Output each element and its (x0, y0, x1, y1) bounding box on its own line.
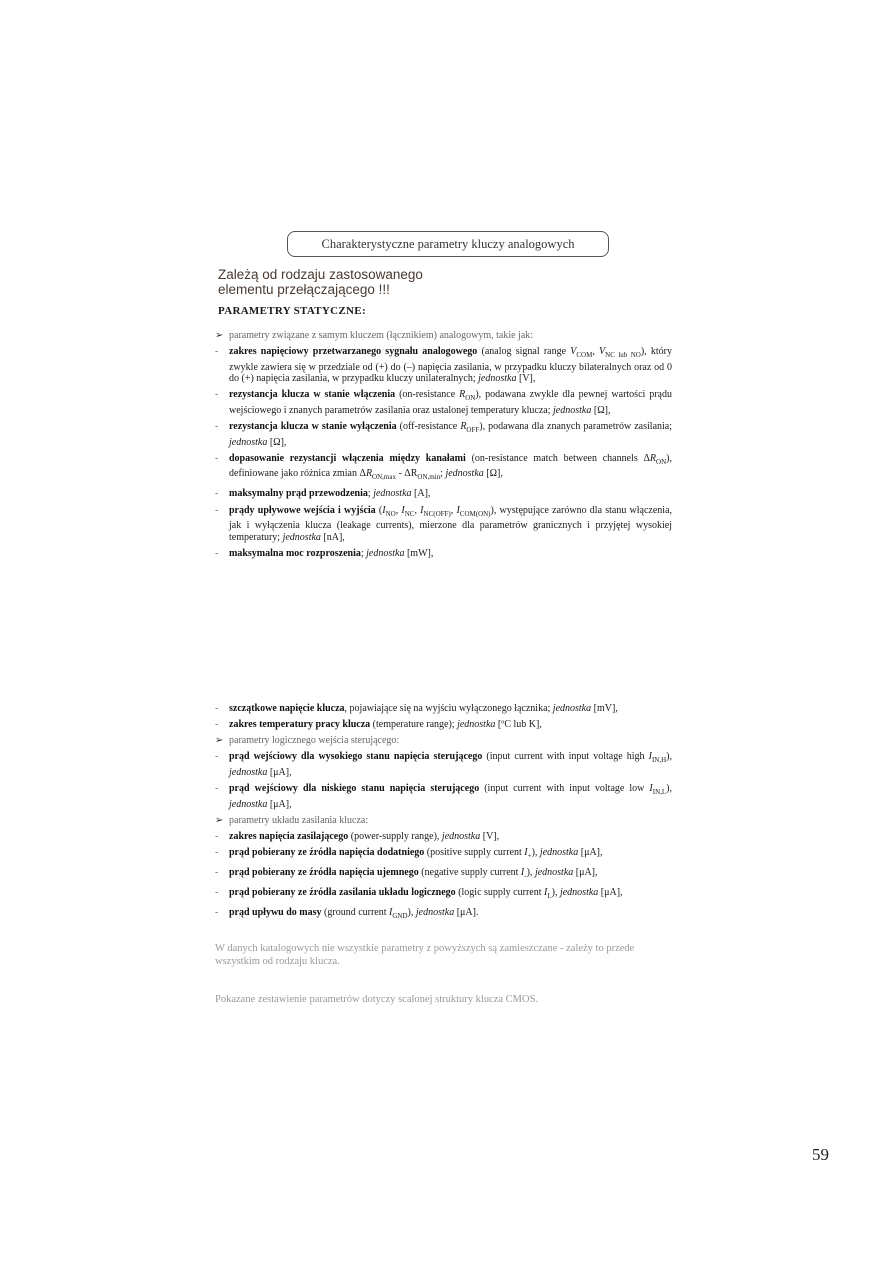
text: [μA]. (454, 907, 479, 919)
text: ), (407, 907, 416, 919)
text: jednostka (553, 404, 592, 416)
term: prąd pobierany ze źródła napięcia ujemnego (229, 866, 419, 878)
text: jednostka (229, 766, 268, 778)
text: R (459, 389, 466, 401)
text: ; (360, 547, 367, 559)
text: (on-resistance (395, 389, 460, 401)
text: jednostka (478, 373, 517, 385)
text: V (599, 346, 606, 358)
text: (input current with input voltage low (479, 782, 650, 794)
text: ), (551, 887, 560, 899)
text: parametry związane z samym kluczem (łącznikiem) analogowym, takie jak: (229, 330, 534, 341)
text: (power-supply range), (348, 830, 442, 842)
text: [A], (411, 488, 431, 500)
text: ; (440, 468, 446, 480)
text: jednostka (229, 436, 268, 448)
text: ), (666, 782, 672, 794)
text: I (520, 866, 525, 878)
text: , (450, 504, 457, 516)
term: rezystancja klucza w stanie wyłączenia (229, 421, 397, 433)
dash-bullet: - (215, 866, 219, 878)
list-item (215, 505, 672, 544)
term: prąd wejściowy dla wysokiego stanu napięcia sterującego (229, 751, 483, 763)
subscript: IN,L (652, 787, 667, 796)
dash-bullet: - (215, 830, 219, 842)
dash-bullet: - (215, 452, 219, 464)
arrow-bullet-icon: ➢ (215, 330, 224, 341)
term: prąd upływu do masy (229, 907, 322, 919)
text: jednostka (415, 907, 455, 919)
text: (logic supply current (455, 887, 544, 899)
dash-bullet: - (215, 782, 219, 794)
text: [V], (480, 830, 500, 842)
term: prądy upływowe wejścia i wyjścia (229, 504, 376, 516)
text: ), (531, 846, 540, 858)
subscript: L (547, 892, 552, 901)
text: ), podawana dla znanych parametrów zasilania; (479, 421, 672, 433)
term: zakres napięciowy przetwarzanego sygnału analogowego (229, 346, 478, 358)
dash-bullet: - (215, 389, 219, 401)
list-item (215, 389, 672, 416)
text: (ground current (321, 907, 390, 919)
term: rezystancja klucza w stanie włączenia (229, 389, 396, 401)
text: - ΔR (395, 468, 418, 480)
text: (on-resistance match between channels Δ (465, 452, 650, 464)
list-item (215, 887, 672, 903)
text: ), występujące zarówno dla stanu włączenia, jak i wyłączenia klucza (leakage currents), mierzone dla parametrów granicznych i przyjętej wysokiej temperatury; (229, 504, 673, 543)
text: [mV], (591, 703, 618, 714)
text: , (592, 346, 600, 358)
text: jednostka (366, 547, 405, 559)
term: maksymalna moc rozproszenia (229, 547, 361, 559)
text: V (570, 346, 577, 358)
list-item (215, 703, 672, 715)
dash-bullet: - (215, 346, 219, 358)
list-item (215, 548, 672, 560)
text: (input current with input voltage high (482, 751, 649, 763)
dash-bullet: - (215, 719, 219, 731)
text: ), który zwykle zawiera się w przedziale od (+) do (–) napięcia zasilania, w przypadku kluczy bilateralnych oraz od 0 do (+) napięcia zasilania, w przypadku kluczy unilateralnych; (229, 346, 672, 385)
text: [μA], (573, 866, 598, 878)
arrow-bullet-icon: ➢ (215, 735, 224, 747)
text: [μA], (267, 766, 292, 778)
text: jednostka (534, 866, 574, 878)
text: ), (526, 866, 535, 878)
subscript: NC (404, 509, 415, 518)
arrow-bullet-icon: ➢ (215, 814, 224, 826)
dash-bullet: - (215, 907, 219, 919)
subscript: ON,min (417, 473, 441, 482)
text: (negative supply current (418, 866, 521, 878)
subscript: NC(OFF) (423, 509, 451, 518)
dash-bullet: - (215, 488, 219, 500)
parameters-list-continued (215, 703, 672, 927)
callout-heading (218, 267, 423, 297)
text: ), podawana zwykle dla pewnej wartości prądu wejściowego i znanych parametrów zasilania oraz ustalonej temperatury klucza; (229, 389, 672, 416)
list-item (215, 907, 672, 923)
text: [Ω], (483, 468, 503, 480)
text: jednostka (539, 846, 579, 858)
term: zakres napięcia zasilającego (229, 830, 349, 842)
text: jednostka (441, 830, 481, 842)
note-catalog: W danych katalogowych nie wszystkie parametry z powyższych są zamieszczane - zależy to przede wszystkim od rodzaju klucza. (215, 943, 635, 967)
text: [V], (516, 373, 536, 385)
subscript: - (524, 871, 527, 880)
term: prąd pobierany ze źródła zasilania układu logicznego (229, 887, 456, 899)
text: , (395, 504, 402, 516)
text: I (544, 887, 548, 899)
text: I (420, 504, 424, 516)
subscript: + (527, 851, 532, 860)
section-heading: PARAMETRY STATYCZNE: (218, 305, 366, 317)
list-item (215, 751, 672, 778)
text: [ºC lub K], (495, 719, 542, 731)
term: zakres temperatury pracy klucza (229, 719, 371, 731)
text: I (648, 751, 652, 763)
text: ; (367, 488, 374, 500)
list-item (215, 783, 672, 810)
text: parametry logicznego wejścia sterującego: (229, 735, 400, 747)
list-item (215, 831, 672, 843)
list-group-heading (215, 735, 672, 747)
text: jednostka (552, 703, 592, 714)
note-cmos: Pokazane zestawienie parametrów dotyczy scalonej struktury klucza CMOS. (215, 994, 539, 1005)
static-parameters-list (215, 327, 672, 564)
subscript: IN,H (651, 756, 667, 765)
dash-bullet: - (215, 846, 219, 858)
text: (off-resistance (396, 421, 461, 433)
subscript: ON (656, 457, 667, 466)
subscript: COM (576, 351, 593, 360)
text: ( (375, 504, 383, 516)
page-number: 59 (812, 1145, 829, 1164)
callout-line-2: elementu przełączającego !!! (218, 282, 390, 297)
subscript: NO (385, 509, 396, 518)
text: [Ω], (591, 404, 611, 416)
text: [mW], (404, 547, 434, 559)
text: ), (666, 751, 673, 763)
text: [μA], (267, 798, 292, 810)
term: prąd wejściowy dla niskiego stanu napięcia sterującego (229, 782, 480, 794)
list-item (215, 847, 672, 863)
text: (temperature range); (370, 719, 458, 731)
term: dopasowanie rezystancji włączenia między kanałami (229, 452, 466, 464)
text: (analog signal range (477, 346, 571, 358)
text: jednostka (457, 719, 496, 731)
callout-line-1: Zależą od rodzaju zastosowanego (218, 267, 423, 282)
subscript: GND (392, 912, 408, 921)
list-item (215, 867, 672, 883)
subscript: COM(ON) (459, 509, 491, 518)
text: , pojawiające się na wyjściu wyłączonego łącznika; (344, 703, 553, 714)
text: [nA], (320, 531, 345, 543)
text: [μA], (578, 846, 603, 858)
subscript: ON (465, 394, 476, 403)
list-item (215, 421, 672, 448)
list-group-heading (215, 815, 672, 827)
list-item (215, 488, 672, 500)
text: jednostka (559, 887, 599, 899)
dash-bullet: - (215, 887, 219, 899)
dash-bullet: - (215, 504, 219, 516)
dash-bullet: - (215, 703, 219, 714)
subscript: ON,max (372, 473, 396, 482)
section-title-box (287, 231, 609, 257)
text: jednostka (373, 488, 412, 500)
text: I (401, 504, 405, 516)
dash-bullet: - (215, 547, 219, 559)
term: maksymalny prąd przewodzenia (229, 488, 368, 500)
text: I (524, 846, 528, 858)
text: (positive supply current (424, 846, 525, 858)
list-item (215, 719, 672, 731)
text: , (414, 504, 421, 516)
text: parametry układu zasilania klucza: (229, 814, 369, 826)
list-item (215, 346, 672, 385)
subscript: OFF (466, 426, 480, 435)
text: R (649, 452, 657, 464)
list-group-heading (215, 330, 672, 342)
text: jednostka (445, 468, 484, 480)
text: I (649, 782, 653, 794)
text: ), definiowane jako różnica zmian Δ (229, 452, 672, 480)
term: prąd pobierany ze źródła napięcia dodatniego (229, 846, 425, 858)
text: I (389, 907, 393, 919)
list-item (215, 453, 672, 484)
text: I (456, 504, 460, 516)
dash-bullet: - (215, 421, 219, 433)
text: R (460, 421, 467, 433)
dash-bullet: - (215, 751, 219, 763)
text: jednostka (229, 798, 268, 810)
text: [Ω], (267, 436, 287, 448)
text: R (365, 468, 373, 480)
subscript: NC lub NO (605, 351, 641, 360)
text: I (382, 504, 386, 516)
text: jednostka (282, 531, 321, 543)
section-title: Charakterystyczne parametry kluczy analogowych (321, 237, 575, 251)
term: szczątkowe napięcie klucza (229, 703, 345, 714)
text: [μA], (598, 887, 623, 899)
